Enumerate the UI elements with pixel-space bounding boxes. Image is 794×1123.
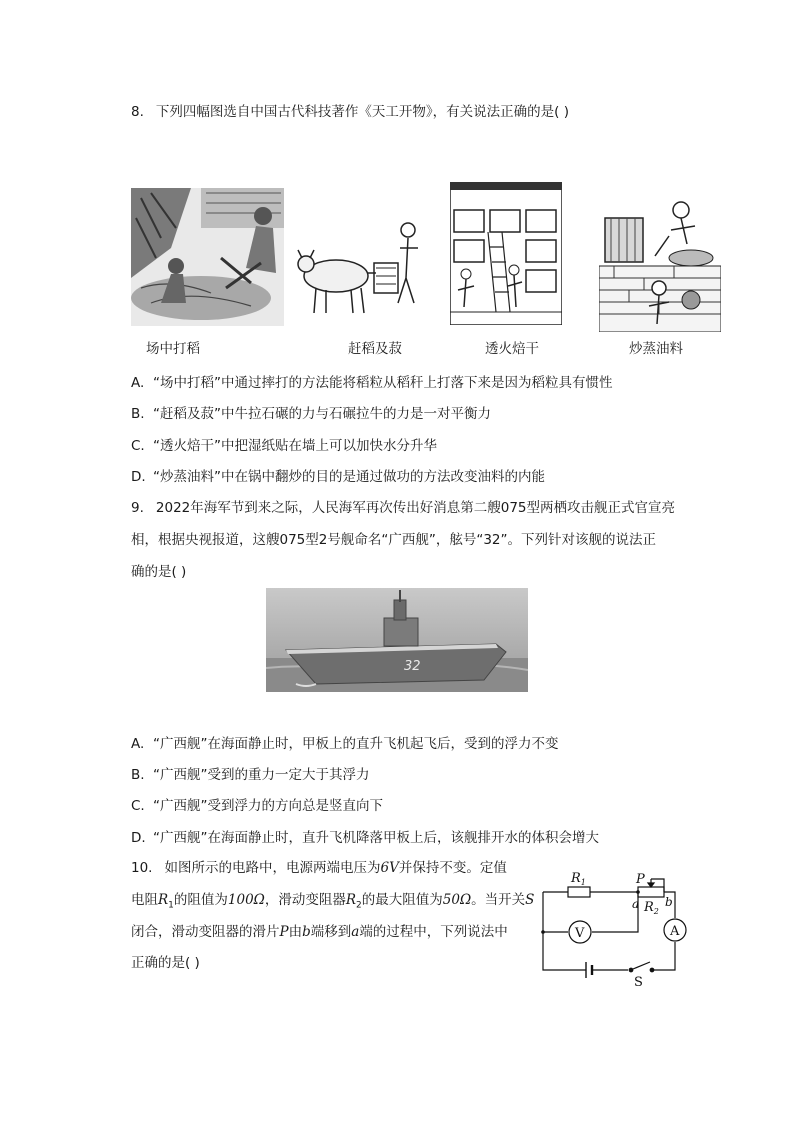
- q9-option-a[interactable]: A. “广西舰”在海面静止时，甲板上的直升飞机起飞后，受到的浮力不变: [131, 736, 559, 752]
- ship-hull-number: 32: [404, 659, 421, 674]
- q8-stem: [131, 102, 569, 122]
- circuit-diagram: [536, 866, 696, 990]
- q8-option-b[interactable]: B. “赶稻及菽”中牛拉石碾的力与石碾拉牛的力是一对平衡力: [131, 406, 491, 422]
- q10-number: 10.: [131, 860, 153, 876]
- circuit-a-label: a: [632, 897, 640, 911]
- q9-option-c[interactable]: C. “广西舰”受到浮力的方向总是竖直向下: [131, 798, 383, 814]
- q9-number: 9.: [131, 500, 144, 516]
- switch-label: S: [634, 975, 643, 990]
- q9-stem-line-3: 确的是( ): [131, 564, 187, 580]
- threshing-illustration: [131, 188, 284, 326]
- q8-option-c[interactable]: C. “透火焙干”中把湿纸贴在墙上可以加快水分升华: [131, 438, 437, 454]
- q8-caption-1: 场中打稻: [146, 341, 200, 357]
- q8-number: 8.: [131, 104, 144, 120]
- q8-option-d[interactable]: D. “炒蒸油料”中在锅中翻炒的目的是通过做功的方法改变油料的内能: [131, 469, 545, 485]
- ammeter-label: A: [670, 924, 680, 939]
- svg-text:R2: $R_2$: [644, 900, 659, 916]
- q8-option-a[interactable]: A. “场中打稻”中通过摔打的方法能将稻粒从稻秆上打落下来是因为稻粒具有惯性: [131, 375, 613, 391]
- guangxi-ship-photo: [266, 588, 528, 692]
- ox-plough-illustration: [296, 218, 428, 328]
- q8-caption-2: 赶稻及菽: [348, 341, 402, 357]
- voltmeter-label: V: [575, 926, 585, 941]
- q9-option-b[interactable]: B. “广西舰”受到的重力一定大于其浮力: [131, 767, 370, 783]
- q9-stem-line-1: 9. 2022年海军节到来之际，人民海军再次传出好消息第二艘075型两栖攻击舰正式官宣亮: [131, 500, 676, 516]
- q10-line-3: 闭合，滑动变阻器的滑片P由b端移到a端的过程中，下列说法中: [131, 924, 508, 940]
- svg-text:R1: $R_1$: [571, 871, 586, 887]
- circuit-p-label: P: [636, 872, 645, 887]
- q10-line-4: 正确的是( ): [131, 955, 200, 971]
- circuit-r1-label: R: [571, 871, 581, 886]
- q8-caption-3: 透火焙干: [485, 341, 539, 357]
- q9-option-d[interactable]: D. “广西舰”在海面静止时，直升飞机降落甲板上后，该舰排开水的体积会增大: [131, 830, 599, 846]
- circuit-b-label: b: [665, 895, 673, 909]
- q8-caption-4: 炒蒸油料: [629, 341, 683, 357]
- q10-line-2: 电阻$R_1$的阻值为100Ω，滑动变阻器$R_2$的最大阻值为50Ω。当开关S: [131, 892, 535, 911]
- paper-drying-illustration: [450, 182, 562, 325]
- circuit-r2-label: R: [644, 900, 654, 915]
- q10-line-1: 10. 如图所示的电路中，电源两端电压为6V并保持不变。定值: [131, 860, 507, 876]
- q8-stem-text: 下列四幅图选自中国古代科技著作《天工开物》，有关说法正确的是( ): [155, 104, 569, 120]
- stir-fry-illustration: [599, 196, 721, 332]
- q9-stem-line-2: 相，根据央视报道，这艘075型2号舰命名“广西舰”，舷号“32”。下列针对该舰的说法正: [131, 532, 657, 548]
